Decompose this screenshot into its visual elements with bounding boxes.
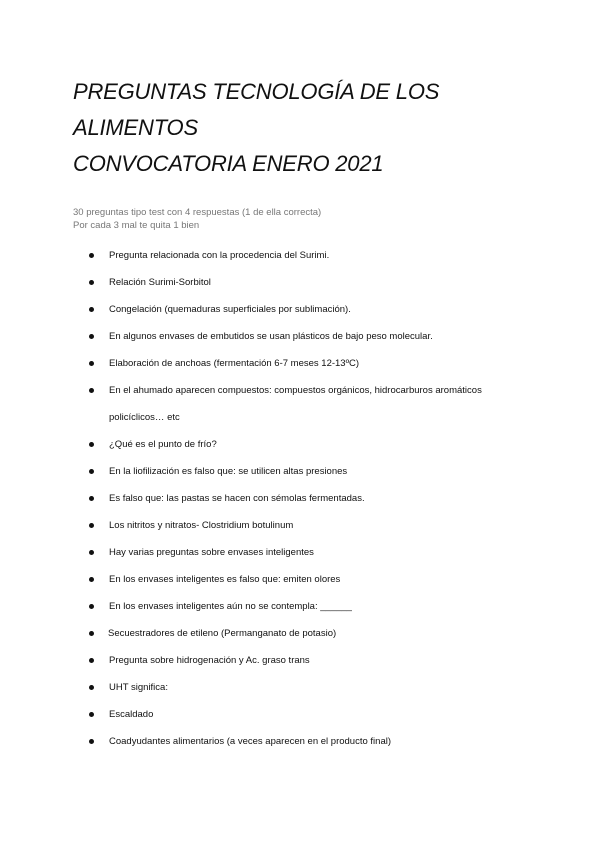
list-item: [0, 515, 600, 542]
title-line-3: CONVOCATORIA ENERO 2021: [73, 151, 384, 176]
bullet-icon: [89, 523, 94, 528]
list-item: [0, 272, 600, 299]
bullet-icon: [89, 550, 94, 555]
bullet-icon: [89, 577, 94, 582]
list-item-text: policíclicos… etc: [109, 412, 180, 423]
title-line-2: ALIMENTOS: [73, 115, 198, 140]
list-item-text: Elaboración de anchoas (fermentación 6-7 meses 12-13ºC): [109, 358, 360, 369]
bullet-icon: [89, 604, 94, 609]
question-list: [0, 245, 600, 758]
list-item-continuation: [0, 407, 600, 434]
exam-info-line-1: 30 preguntas tipo test con 4 respuestas (1 de ella correcta): [73, 207, 322, 218]
list-item-text: Es falso que: las pastas se hacen con sémolas fermentadas.: [109, 493, 365, 504]
bullet-icon: [89, 712, 94, 717]
list-item-text: Escaldado: [109, 709, 154, 720]
bullet-icon: [89, 685, 94, 690]
bullet-icon: [89, 307, 94, 312]
bullet-icon: [89, 631, 94, 636]
list-item: [0, 326, 600, 353]
list-item: [0, 731, 600, 758]
list-item-text: ¿Qué es el punto de frío?: [109, 439, 217, 450]
list-item-text: En los envases inteligentes es falso que: emiten olores: [109, 574, 341, 585]
document-title: [73, 74, 573, 182]
list-item-text: Pregunta sobre hidrogenación y Ac. graso trans: [109, 655, 310, 666]
bullet-icon: [89, 388, 94, 393]
list-item-text: Relación Surimi-Sorbitol: [109, 277, 211, 288]
list-item-text: En la liofilización es falso que: se utilicen altas presiones: [109, 466, 348, 477]
list-item: [0, 299, 600, 326]
bullet-icon: [89, 253, 94, 258]
title-line-1: PREGUNTAS TECNOLOGÍA DE LOS: [73, 79, 440, 104]
list-item: [0, 650, 600, 677]
list-item-text: Los nitritos y nitratos- Clostridium botulinum: [109, 520, 294, 531]
bullet-icon: [89, 361, 94, 366]
list-item: [0, 677, 600, 704]
list-item: [0, 353, 600, 380]
list-item-text: Hay varias preguntas sobre envases inteligentes: [109, 547, 314, 558]
bullet-icon: [89, 334, 94, 339]
list-item-text: Coadyudantes alimentarios (a veces aparecen en el producto final): [109, 736, 391, 747]
bullet-icon: [89, 469, 94, 474]
list-item-text: Congelación (quemaduras superficiales por sublimación).: [109, 304, 351, 315]
list-item: [0, 704, 600, 731]
list-item: [0, 434, 600, 461]
list-item-text: En los envases inteligentes aún no se contempla: ______: [109, 601, 352, 612]
list-item: [0, 623, 600, 650]
bullet-icon: [89, 496, 94, 501]
bullet-icon: [89, 658, 94, 663]
list-item: [0, 596, 600, 623]
list-item: [0, 245, 600, 272]
list-item-text: En algunos envases de embutidos se usan plásticos de bajo peso molecular.: [109, 331, 433, 342]
list-item: [0, 380, 600, 407]
bullet-icon: [89, 280, 94, 285]
list-item: [0, 542, 600, 569]
list-item-text: Secuestradores de etileno (Permanganato de potasio): [108, 628, 337, 639]
exam-info: [73, 206, 321, 232]
list-item-text: Pregunta relacionada con la procedencia del Surimi.: [109, 250, 330, 261]
list-item: [0, 461, 600, 488]
bullet-icon: [89, 442, 94, 447]
list-item-text: UHT significa:: [109, 682, 168, 693]
list-item-text: En el ahumado aparecen compuestos: compuestos orgánicos, hidrocarburos aromáticos: [109, 385, 482, 396]
list-item: [0, 488, 600, 515]
exam-info-line-2: Por cada 3 mal te quita 1 bien: [73, 220, 200, 231]
list-item: [0, 569, 600, 596]
bullet-icon: [89, 739, 94, 744]
